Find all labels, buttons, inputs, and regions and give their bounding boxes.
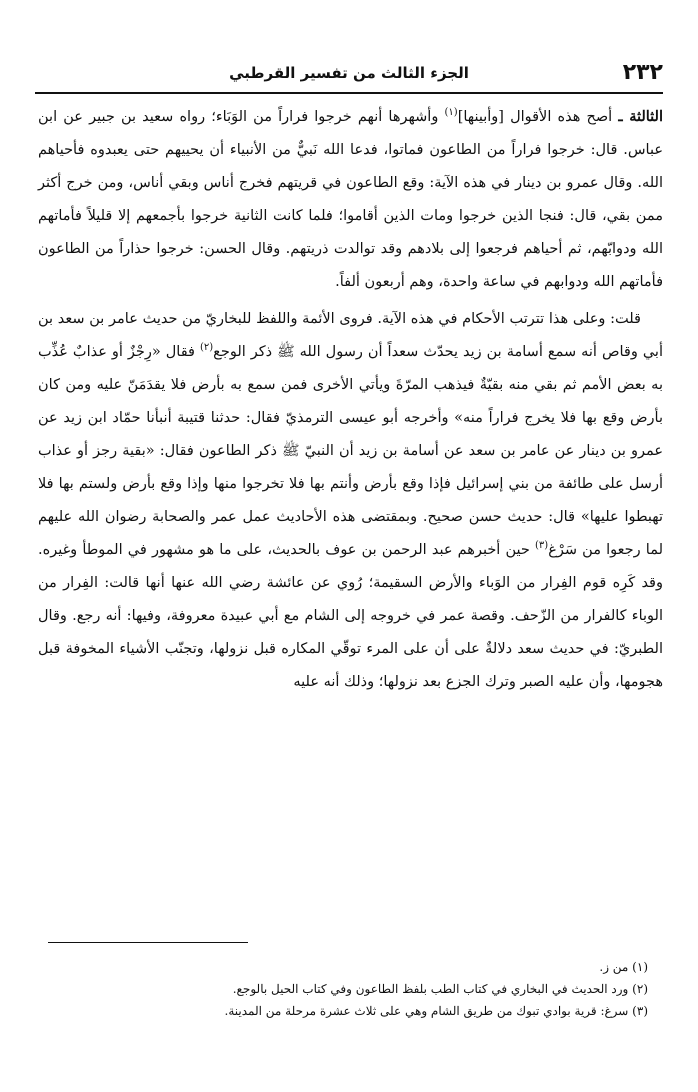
main-text xyxy=(38,100,663,699)
footnote: (١) من ز. xyxy=(599,960,648,974)
footnote-ref-1: (١) xyxy=(444,107,458,119)
section-lead: الثالثة ـ xyxy=(618,108,664,125)
footnote: (٣) سرغ: قرية بوادي تبوك من طريق الشام وهي على ثلاث عشرة مرحلة من المدينة. xyxy=(224,1004,648,1018)
page-header xyxy=(35,60,663,94)
paragraph-text: أصح هذه الأقوال [وأبينها] xyxy=(457,109,619,125)
paragraph-text: وأشهرها أنهم خرجوا فراراً من الوَبَاء؛ رواه سعيد بن جبير عن ابن عباس. قال: خرجوا فراراً من الطاعون فماتوا، فدعا الله نَبيٌّ من الأنبياء أن يحييهم حتى يعبدوه فأحياهم الله. وقال عمرو بن دينار في هذه الآية: وقع الطاعون في قريتهم فخرج أناس وبقي أناس، ومن خرج أكثر ممن بقي، قال: فنجا الذين خرجوا ومات الذين أقاموا؛ فلما كانت الثانية خرجوا بأجمعهم إلا قليلاً فأماتهم الله ودوابّهم، ثم أحياهم فرجعوا إلى بلادهم وقد توالدت ذريتهم. وقال الحسن: خرجوا حذاراً من الطاعون فأماتهم الله ودوابهم في ساعة واحدة، وهم أربعون ألفاً. xyxy=(38,109,663,290)
footnote-ref-3: (٣) xyxy=(535,540,549,552)
footnotes xyxy=(40,956,648,1022)
footnote-divider xyxy=(48,942,248,943)
footnote-ref-2: (٢) xyxy=(199,342,214,354)
paragraph-text: حين أخبرهم عبد الرحمن بن عوف بالحديث، على ما هو مشهور في الموطأ وغيره. وقد كَرِه قوم الفِرار من الوَباء والأرض السقيمة؛ رُوي عن عائشة رضي الله عنها أنها قالت: الفِرار من الوباء كالفرار من الزّحف. وقصة عمر في خروجه إلى الشام مع أبي عبيدة معروفة، وفيها: أنه رجع. وقال الطبريّ: في حديث سعد دلالةٌ على أن على المرء توقّي المكاره قبل نزولها، وتجنّب الأشياء المخوفة قبل هجومها، وأن عليه الصبر وترك الجزع بعد نزولها؛ وذلك أنه عليه xyxy=(38,542,663,690)
paragraph-rulings xyxy=(38,303,663,699)
paragraph-text: فقال «رِجْزٌ أو عذابٌ عُذِّب به بعض الأمم ثم بقي منه بقيّةٌ فيذهب المرّةَ ويأتي الأخرى فمن سمع به بأرض فلا يقدَمَنّ عليه ومن كان بأرض وقع بها فلا يخرج فراراً منه» وأخرجه أبو عيسى الترمذيّ فقال: حدثنا قتيبة أنبأنا حمّاد ابن زيد عن عمرو بن دينار عن عامر بن سعد عن أسامة بن زيد أن النبيّ ﷺ ذكر الطاعون فقال: «بقية رجز أو عذاب أرسل على طائفة من بني إسرائيل فإذا وقع بأرض وأنتم بها فلا تخرجوا منها وإذا وقع بأرض ولستم بها فلا تهبطوا عليها» قال: حديث حسن صحيح. وبمقتضى هذه الأحاديث عمل عمر والصحابة رضوان الله عليهم لما رجعوا من سَرْغ xyxy=(38,344,663,558)
running-title: الجزء الثالث من تفسير القرطبي xyxy=(229,64,469,82)
paragraph-text: قلت: وعلى هذا تترتب الأحكام في هذه الآية. فروى الأئمة واللفظ للبخاريّ من حديث عامر بن سعد بن أبي وقاص أنه سمع أسامة بن زيد يحدّث سعداً أن رسول الله ﷺ ذكر الوجع xyxy=(38,311,663,360)
footnote: (٢) ورد الحديث في البخاري في كتاب الطب بلفظ الطاعون وفي كتاب الحيل بالوجع. xyxy=(232,982,648,996)
paragraph-third-point xyxy=(38,100,663,299)
page-number: ٢٣٢ xyxy=(622,60,663,85)
